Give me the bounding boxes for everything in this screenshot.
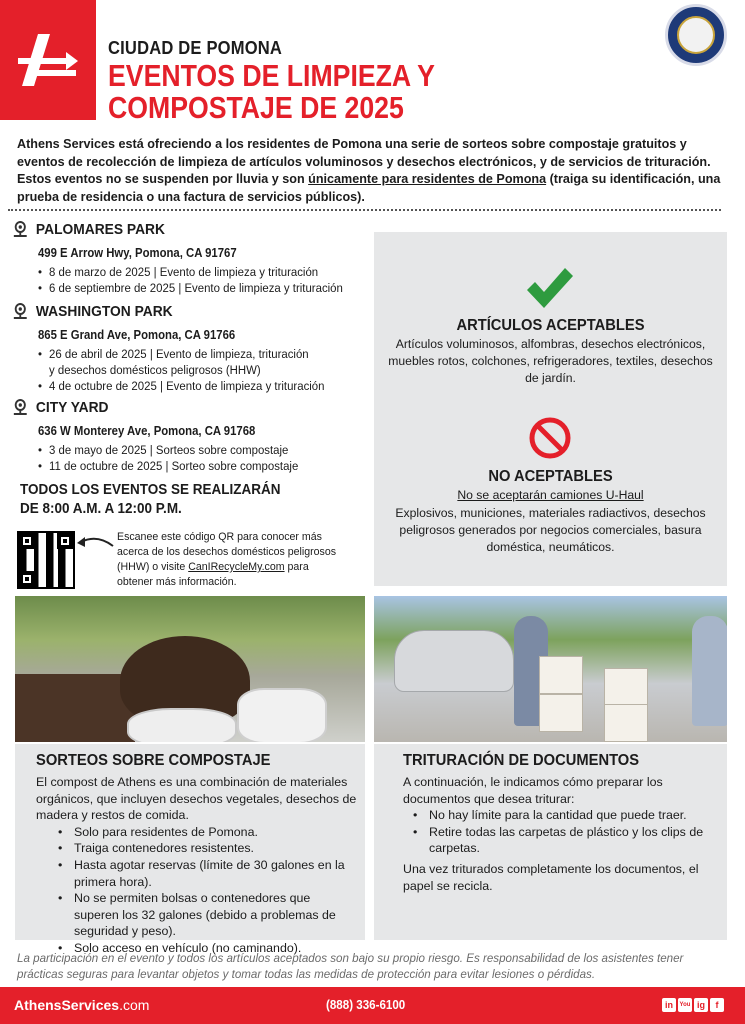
shred-rule: • Retire todas las carpetas de plástico y los clips de carpetas.	[413, 824, 718, 857]
event-item: • 3 de mayo de 2025 | Sorteos sobre compostaje	[38, 442, 345, 458]
shred-title: TRITURACIÓN DE DOCUMENTOS	[403, 752, 640, 769]
compost-rule: • Solo para residentes de Pomona.	[58, 824, 358, 841]
event-item: • 11 de octubre de 2025 | Sorteo sobre compostaje	[38, 458, 345, 474]
location-pin-icon	[12, 220, 29, 238]
footer-brand-suffix: .com	[119, 997, 150, 1013]
location-city-yard	[12, 398, 372, 474]
dotted-divider	[8, 209, 721, 211]
location-pin-icon	[12, 398, 29, 416]
compost-rule: • No se permiten bolsas o contenedores que superen los 32 galones (debido a problemas de seguridad y peso).	[58, 890, 358, 940]
location-name: WASHINGTON PARK	[35, 302, 173, 320]
qr-finder	[19, 533, 35, 549]
recycle-link[interactable]: CanIRecycleMy.com	[188, 561, 285, 573]
location-address: 636 W Monterey Ave, Pomona, CA 91768	[38, 424, 256, 438]
qr-finder	[19, 571, 35, 587]
event-item: • 4 de octubre de 2025 | Evento de limpieza y trituración	[38, 378, 345, 394]
city-name: CIUDAD DE POMONA	[108, 38, 283, 58]
accepted-items-panel	[374, 232, 727, 586]
city-seal	[665, 4, 727, 66]
disclaimer: La participación en el evento y todos los artículos aceptados son bajo su propio riesgo. Es responsabilidad de los asistentes tener prácticas seguras para levantar objetos y tomar todas las medidas de protección para evitar lesiones o pérdidas.	[17, 952, 684, 981]
event-hours-line1: TODOS LOS EVENTOS SE REALIZARÁN	[20, 481, 281, 498]
location-palomares	[12, 220, 372, 296]
compost-section	[15, 744, 365, 955]
event-hours	[20, 480, 281, 518]
social-links	[662, 998, 724, 1012]
compost-pile	[15, 674, 135, 742]
shred-intro: A continuación, le indicamos cómo preparar los documentos que desea triturar:	[403, 775, 663, 806]
location-address: 499 E Arrow Hwy, Pomona, CA 91767	[38, 246, 237, 260]
intro-underlined: únicamente para residentes de Pomona	[308, 172, 547, 186]
person	[692, 616, 727, 726]
location-address: 865 E Grand Ave, Pomona, CA 91766	[38, 328, 236, 342]
intro-text-2: (traiga su identificación, una prueba de residencia o una factura de servicios públicos).	[17, 172, 721, 204]
accepted-body: Artículos voluminosos, alfombras, desechos electrónicos, muebles rotos, colchones, refrigeradores, textiles, desechos de jardín.	[388, 337, 713, 385]
qr-text-1: Escanee este código QR para conocer más acerca de los desechos domésticos peligrosos (HHW) o visite	[117, 531, 337, 573]
document-box	[604, 668, 648, 706]
compost-rule: • Hasta agotar reservas (límite de 30 galones en la primera hora).	[58, 857, 358, 890]
not-accepted-body: Explosivos, municiones, materiales radiactivos, desechos peligrosos generados por negocios comerciales, basura doméstica, neumáticos.	[395, 506, 706, 554]
location-washington	[12, 302, 372, 394]
event-item: • 6 de septiembre de 2025 | Evento de limpieza y trituración	[38, 280, 345, 296]
event-hours-line2: DE 8:00 A.M. A 12:00 P.M.	[20, 500, 182, 517]
location-name: PALOMARES PARK	[35, 220, 165, 238]
qr-instructions	[117, 530, 340, 590]
compost-photo	[15, 596, 365, 742]
intro-paragraph	[17, 136, 729, 206]
not-accepted-subtitle: No se aceptarán camiones U-Haul	[457, 488, 644, 502]
shred-rule: • No hay límite para la cantidad que puede traer.	[413, 807, 718, 824]
bucket	[237, 688, 327, 742]
footer	[0, 987, 745, 1024]
checkmark-icon	[527, 268, 573, 310]
document-box	[539, 694, 583, 732]
youtube-icon[interactable]: You	[678, 998, 692, 1012]
shred-after: Una vez triturados completamente los documentos, el papel se recicla.	[403, 861, 699, 893]
page-title	[108, 60, 435, 124]
page-title-line1: EVENTOS DE LIMPIEZA Y	[108, 58, 435, 93]
footer-brand-link[interactable]	[14, 997, 149, 1013]
event-item: • 8 de marzo de 2025 | Evento de limpieza y trituración	[38, 264, 345, 280]
compost-title: SORTEOS SOBRE COMPOSTAJE	[36, 752, 271, 769]
intro-text-1: Athens Services está ofreciendo a los residentes de Pomona una serie de sorteos sobre compostaje gratuitos y eventos de recolección de limpieza de artículos voluminosos y desechos electrónicos, y de servicios de trituración. Estos eventos no se suspenden por lluvia y son	[17, 137, 711, 186]
qr-finder	[57, 533, 73, 549]
car	[394, 630, 514, 692]
document-box	[604, 704, 648, 742]
shredding-section	[374, 744, 727, 940]
event-item-continued: y desechos domésticos peligrosos (HHW)	[49, 363, 261, 377]
not-accepted-title: NO ACEPTABLES	[488, 468, 613, 485]
footer-phone[interactable]: (888) 336-6100	[326, 998, 406, 1012]
compost-rule: • Solo acceso en vehículo (no caminando).	[58, 940, 358, 957]
athens-logo	[0, 0, 96, 120]
location-pin-icon	[12, 302, 29, 320]
event-item: • 26 de abril de 2025 | Evento de limpieza, trituración	[38, 346, 345, 362]
document-box	[539, 656, 583, 694]
qr-text-2: para obtener más información.	[117, 561, 309, 588]
location-name: CITY YARD	[35, 398, 109, 416]
instagram-icon[interactable]: ig	[694, 998, 708, 1012]
page-title-line2: COMPOSTAJE DE 2025	[108, 90, 404, 125]
athens-logo-icon	[16, 34, 80, 86]
facebook-icon[interactable]: f	[710, 998, 724, 1012]
compost-rule: • Traiga contenedores resistentes.	[58, 840, 358, 857]
accepted-title: ARTÍCULOS ACEPTABLES	[456, 317, 645, 334]
city-seal-center	[677, 16, 715, 54]
footer-brand: AthensServices	[14, 997, 120, 1013]
compost-intro: El compost de Athens es una combinación de materiales orgánicos, que incluyen desechos vegetales, desechos de madera y restos de comida.	[36, 775, 357, 823]
linkedin-icon[interactable]: in	[662, 998, 676, 1012]
shredding-photo	[374, 596, 727, 742]
prohibited-icon	[528, 416, 572, 460]
curved-arrow-icon	[77, 534, 115, 552]
bucket	[127, 708, 237, 742]
qr-code[interactable]	[17, 531, 75, 589]
